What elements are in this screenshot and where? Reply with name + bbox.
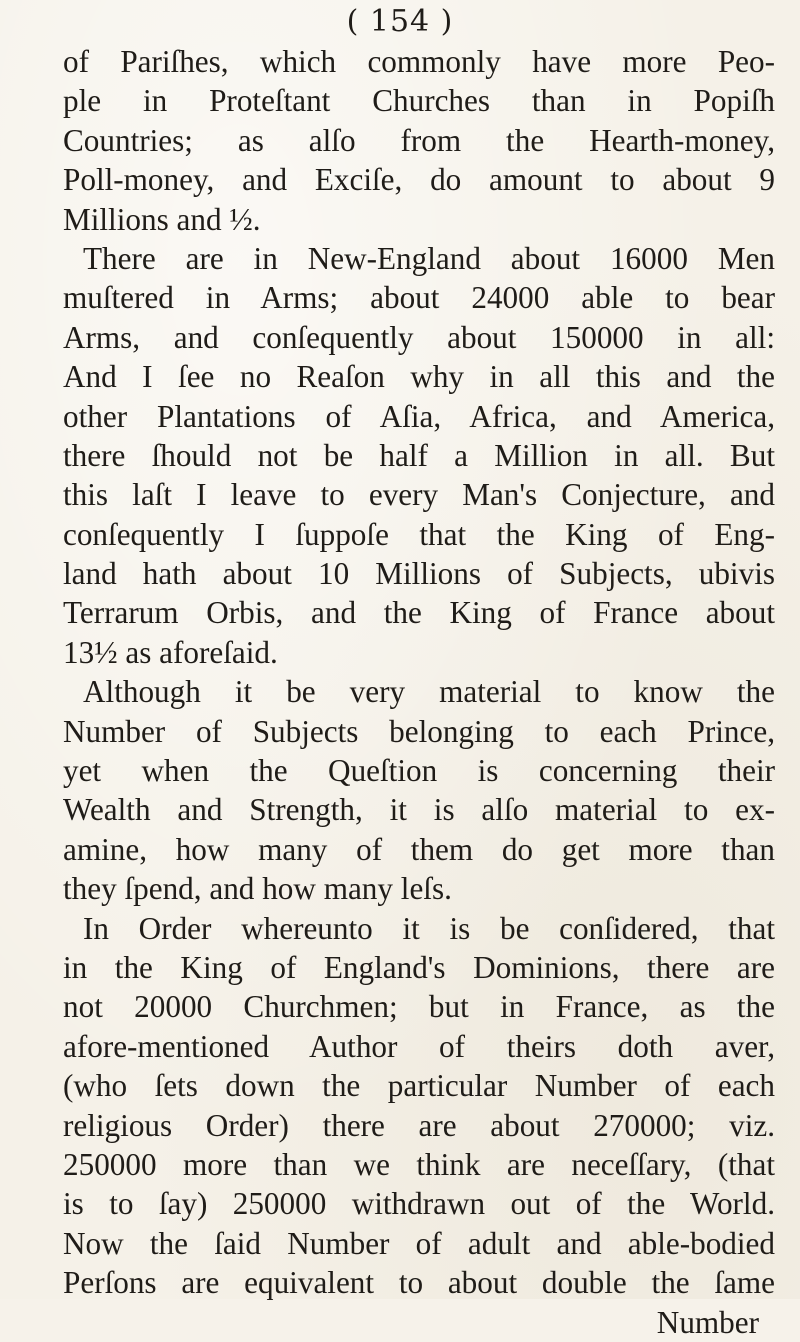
text-line: And I ſee no Reaſon why in all this and the [63, 359, 775, 395]
catchword: Number [656, 1304, 759, 1340]
text-line: they ſpend, and how many leſs. [63, 871, 452, 907]
text-line: Although it be very material to know the [83, 674, 775, 710]
text-line: not 20000 Churchmen; but in France, as the [63, 989, 775, 1025]
text-line: Now the ſaid Number of adult and able-bodied [63, 1225, 775, 1261]
text-line: ple in Proteſtant Churches than in Popiſh [63, 83, 775, 119]
text-line: in the King of England's Dominions, there are [63, 949, 775, 985]
text-line: afore-mentioned Author of theirs doth aver, [63, 1028, 775, 1064]
text-line: of Pariſhes, which commonly have more Peo- [63, 44, 775, 79]
text-line: 250000 more than we think are neceſſary, (that [63, 1146, 775, 1182]
text-line: (who ſets down the particular Number of each [63, 1068, 775, 1104]
text-line: Terrarum Orbis, and the King of France about [63, 595, 775, 631]
text-line: Perſons are equivalent to about double the ſame [63, 1265, 775, 1301]
text-line: There are in New-England about 16000 Men [83, 240, 775, 276]
text-line: Millions and ½. [63, 201, 261, 237]
text-line: Countries; as alſo from the Hearth-money, [63, 122, 775, 158]
text-line: land hath about 10 Millions of Subjects, ubivis [63, 556, 775, 592]
text-line: conſequently I ſuppoſe that the King of Eng- [63, 516, 775, 552]
text-line: this laſt I leave to every Man's Conjecture, and [63, 477, 775, 513]
text-line: other Plantations of Aſia, Africa, and America, [63, 398, 775, 434]
text-line: religious Order) there are about 270000; viz. [63, 1107, 775, 1143]
text-line: yet when the Queſtion is concerning their [63, 753, 775, 789]
text-line: Poll-money, and Exciſe, do amount to about 9 [63, 162, 775, 198]
text-line: In Order whereunto it is be conſidered, that [83, 910, 775, 946]
text-line: amine, how many of them do get more than [63, 831, 775, 867]
text-line: is to ſay) 250000 withdrawn out of the World. [63, 1186, 775, 1222]
text-line: Number of Subjects belonging to each Prince, [63, 713, 775, 749]
text-line: there ſhould not be half a Million in all. But [63, 437, 775, 473]
text-line: Wealth and Strength, it is alſo material to ex- [63, 792, 775, 828]
text-line: 13½ as aforeſaid. [63, 634, 278, 670]
text-line: muſtered in Arms; about 24000 able to bear [63, 280, 775, 316]
page-number: ( 154 ) [346, 4, 454, 39]
text-line: Arms, and conſequently about 150000 in all: [63, 319, 775, 355]
body-text [63, 42, 775, 1342]
